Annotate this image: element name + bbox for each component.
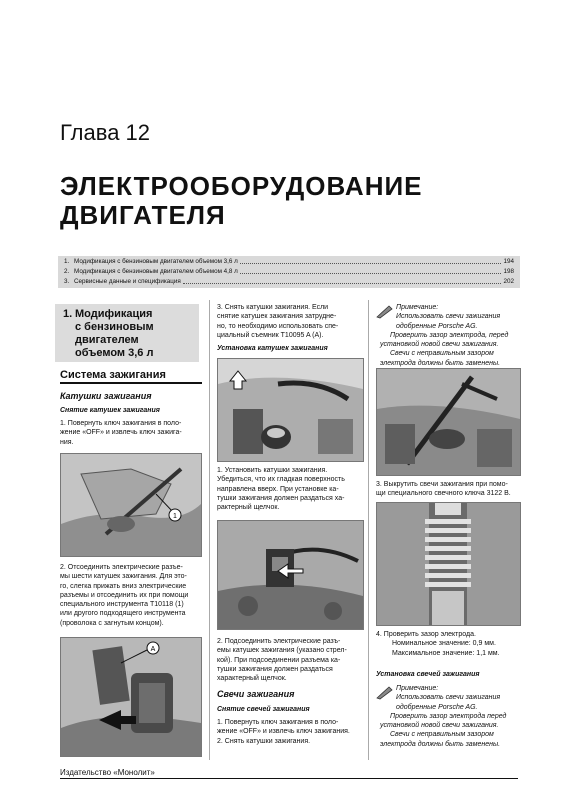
- toc-item-page: 198: [503, 268, 514, 275]
- column-divider: [368, 300, 369, 760]
- step-text: 1. Повернуть ключ зажигания в поло- жение «OFF» и извлечь ключ зажига- ния.: [60, 420, 182, 446]
- footer-publisher: Издательство «Монолит»: [60, 768, 155, 777]
- step-text: 3. Снять катушки зажигания. Если снятие катушек зажигания затрудне- но, то необходимо использовать спе- циальный съемник T10095 A (A).: [217, 304, 339, 339]
- toc-item[interactable]: 2. Модификация с бензиновым двигателем объемом 4,8 л 198: [64, 268, 514, 275]
- section-heading-box: [55, 304, 199, 362]
- table-of-contents: [58, 256, 520, 288]
- photo-ignition-key: [60, 453, 202, 557]
- photo-spark-plug: [376, 502, 521, 626]
- footer-rule: [60, 778, 518, 779]
- step-text: 3. Выкрутить свечи зажигания при помо- щи специального свечного ключа 3122 B.: [376, 481, 511, 498]
- heading-ignition-system: Система зажигания: [60, 369, 202, 384]
- heading-ignition-coils: Катушки зажигания: [60, 391, 152, 401]
- heading-coil-install: Установка катушек зажигания: [217, 345, 328, 352]
- note-label: Примечание:: [396, 304, 439, 311]
- toc-item-text: Модификация с бензиновым двигателем объемом 4,8 л: [74, 268, 238, 275]
- section-number: 1.: [63, 308, 73, 320]
- toc-item-page: 202: [503, 278, 514, 285]
- section-title: Модификация с бензиновым двигателем объемом 3,6 л: [75, 308, 154, 359]
- toc-item-text: Модификация с бензиновым двигателем объемом 3,6 л: [74, 258, 238, 265]
- toc-item-page: 194: [503, 258, 514, 265]
- photo-coil-puller: [60, 637, 202, 757]
- chapter-title-line2: ДВИГАТЕЛЯ: [60, 200, 226, 230]
- toc-item[interactable]: 1. Модификация с бензиновым двигателем объемом 3,6 л 194: [64, 258, 514, 265]
- toc-item[interactable]: 3. Сервисные данные и спецификация 202: [64, 278, 514, 285]
- heading-spark-plugs: Свечи зажигания: [217, 689, 295, 699]
- toc-item-text: Сервисные данные и спецификация: [74, 278, 181, 285]
- heading-coil-removal: Снятие катушек зажигания: [60, 407, 160, 414]
- photo-plug-wrench: [376, 368, 521, 476]
- heading-plug-install: Установка свечей зажигания: [376, 671, 480, 678]
- note-block: Примечание: Использовать свечи зажигания одобренные Porsche AG. Проверить зазор электрода перед установкой новой свечи зажигания. Свечи с неправильным зазором электрода должны быть заменены.: [380, 684, 520, 749]
- step-text: 1. Установить катушки зажигания. Убедиться, что их гладкая поверхность направлена вверх. При установке ка- тушки зажигания должен раздаться ха- рактерный щелчок.: [217, 467, 345, 512]
- photo-coil-install: [217, 358, 364, 462]
- photo-coil-connectors: [217, 520, 364, 630]
- chapter-title-line1: ЭЛЕКТРООБОРУДОВАНИЕ: [60, 171, 423, 201]
- step-text: 4. Проверить зазор электрода. Номинальное значение: 0,9 мм. Максимальное значение: 1,1 мм.: [376, 631, 500, 657]
- note-block: Примечание: Использовать свечи зажигания одобренные Porsche AG. Проверить зазор электрода, перед установкой новой свечи зажигания. Свечи с неправильным зазором электрода должны быть заменены.: [380, 303, 520, 368]
- column-divider: [209, 300, 210, 760]
- heading-plug-removal: Снятие свечей зажигания: [217, 706, 310, 713]
- chapter-title: [60, 172, 423, 230]
- step-text: 2. Отсоединить электрические разъе- мы шести катушек зажигания. Для это- го, слегка прижать вниз электрические разъемы и отсоединить их при помощи специального инструмента T10118 (1) или другого подходящего инструмента (проволока с загнутым концом).: [60, 564, 189, 627]
- callout-1: 1: [173, 513, 177, 520]
- callout-a: A: [150, 646, 156, 653]
- note-label: Примечание:: [396, 685, 439, 692]
- step-text: 2. Подсоединить электрические разъ- емы катушек зажигания (указано стрел- кой). При подсоединении разъема ка- тушки зажигания должен раздаться характерный щелчок.: [217, 638, 347, 683]
- step-text: 1. Повернуть ключ зажигания в поло- жение «OFF» и извлечь ключ зажигания. 2. Снять катушки зажигания.: [217, 719, 350, 745]
- chapter-label: Глава 12: [60, 120, 151, 145]
